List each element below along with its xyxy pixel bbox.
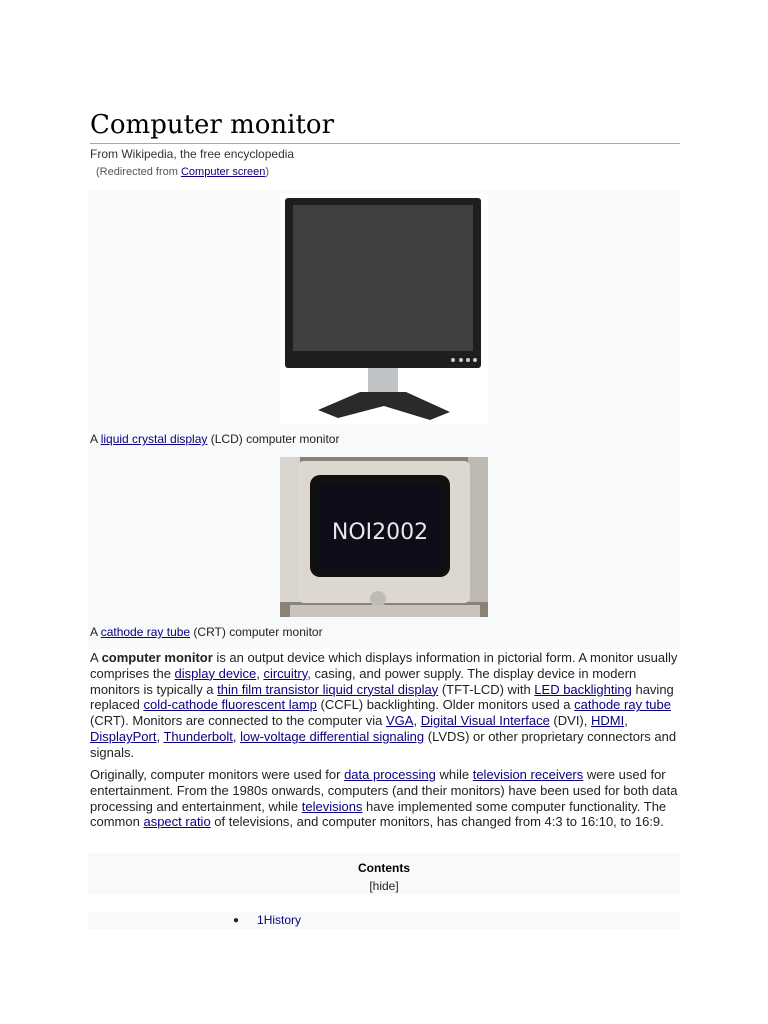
link-displayport[interactable]: DisplayPort (90, 728, 157, 744)
caption-text: A (90, 625, 101, 639)
redirect-suffix: ) (265, 166, 270, 178)
text: (CCFL) backlighting. Older monitors used a (316, 697, 575, 713)
text: , (256, 665, 264, 681)
link-aspect-ratio[interactable]: aspect ratio (143, 814, 211, 830)
link-lvds[interactable]: low-voltage differential signaling (240, 728, 425, 744)
text: , (413, 713, 421, 729)
toc-title: Contents (358, 861, 410, 875)
text: having replaced (90, 681, 674, 713)
link-crt[interactable]: cathode ray tube (574, 697, 671, 713)
crt-caption (90, 625, 323, 639)
link-television-receivers[interactable]: television receivers (472, 767, 584, 782)
text: of televisions, and computer monitors, has changed from 4:3 to 16:10, to 16:9. (210, 814, 664, 830)
text: , casing, and power supply. The display device in modern monitors is typically a (90, 665, 637, 697)
text: , (624, 713, 628, 729)
text: (CRT). Monitors are connected to the computer via (90, 713, 386, 729)
toc-item-number: 1 (257, 913, 264, 927)
bullet-icon: ● (233, 915, 240, 926)
lcd-monitor-image[interactable] (280, 194, 488, 424)
crt-monitor-image[interactable] (280, 457, 488, 617)
toc-toggle[interactable]: [hide] (369, 879, 399, 893)
text: (LVDS) or other proprietary connectors and signals. (90, 728, 677, 760)
toc-box (88, 853, 680, 894)
link-data-processing[interactable]: data processing (344, 767, 436, 782)
site-tagline: From Wikipedia, the free encyclopedia (90, 147, 295, 161)
toc-item-history[interactable] (257, 913, 301, 927)
caption-text: (LCD) computer monitor (207, 432, 340, 446)
lcd-link[interactable]: liquid crystal display (100, 432, 208, 446)
link-vga[interactable]: VGA (386, 713, 414, 729)
history-paragraph (90, 767, 682, 830)
text: (DVI), (549, 713, 591, 729)
bold-term: computer monitor (101, 650, 213, 665)
text: Originally, computer monitors were used for (90, 767, 345, 782)
link-hdmi[interactable]: HDMI (590, 713, 625, 729)
link-televisions[interactable]: televisions (301, 798, 363, 814)
crt-screen-text: NOI2002 (331, 520, 429, 545)
text: were used for entertainment. From the 1980s onwards, computers (and their monitors) have been used for both data processing and entertainment, while (90, 767, 678, 814)
redirect-link[interactable]: Computer screen (180, 166, 266, 178)
link-display-device[interactable]: display device (174, 665, 257, 681)
text: have implemented some computer functionality. The common (90, 798, 667, 830)
crt-monitor-picture (280, 457, 488, 617)
page-title: Computer monitor (90, 108, 680, 144)
toc-item-label: History (263, 913, 302, 927)
intro-paragraph (90, 650, 682, 761)
lcd-caption (90, 432, 339, 446)
link-dvi[interactable]: Digital Visual Interface (420, 713, 550, 729)
crt-link[interactable]: cathode ray tube (100, 625, 191, 639)
link-tft-lcd[interactable]: thin film transistor liquid crystal display (217, 681, 439, 697)
redirect-notice (96, 166, 269, 178)
caption-text: A (90, 432, 101, 446)
text: , (156, 728, 164, 744)
link-ccfl[interactable]: cold-cathode fluorescent lamp (143, 697, 317, 713)
lcd-monitor-picture (280, 194, 488, 424)
link-led-backlighting[interactable]: LED backlighting (534, 681, 632, 697)
text: , (232, 728, 241, 744)
toc-list (88, 912, 680, 929)
link-circuitry[interactable]: circuitry (263, 665, 308, 681)
text: (TFT-LCD) with (438, 681, 535, 697)
redirect-prefix: (Redirected from (96, 166, 181, 178)
caption-text: (CRT) computer monitor (190, 625, 323, 639)
link-thunderbolt[interactable]: Thunderbolt (163, 728, 233, 744)
text: while (435, 767, 473, 782)
text: A (90, 650, 102, 665)
text: is an output device which displays information in pictorial form. A monitor usually comprises the (90, 650, 678, 681)
